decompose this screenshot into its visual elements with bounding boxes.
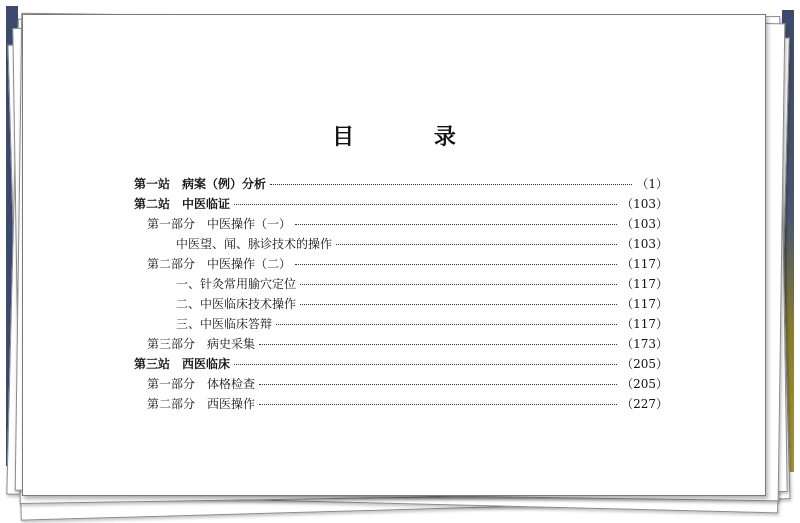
- toc-entry[interactable]: [134, 395, 668, 415]
- toc-entry[interactable]: [134, 295, 668, 315]
- dot-leader: [234, 204, 617, 205]
- toc-entry-page: （117）: [621, 277, 668, 291]
- toc-entry-label: 第二部分 西医操作: [147, 397, 256, 411]
- dot-leader: [300, 304, 617, 305]
- dot-leader: [276, 324, 617, 325]
- page-title: 目 录: [332, 125, 492, 150]
- table-of-contents: [134, 175, 668, 415]
- toc-entry-page: （117）: [621, 297, 668, 311]
- toc-entry[interactable]: [134, 175, 668, 195]
- toc-entry[interactable]: [134, 235, 668, 255]
- dot-leader: [300, 284, 617, 285]
- toc-entry-page: （1）: [636, 177, 668, 191]
- toc-entry-page: （117）: [621, 317, 668, 331]
- dot-leader: [295, 224, 617, 225]
- toc-entry-label: 第三部分 病史采集: [147, 337, 256, 351]
- toc-entry-label: 一、针灸常用腧穴定位: [176, 277, 297, 291]
- toc-entry-page: （103）: [621, 217, 668, 231]
- toc-entry-label: 第三站 西医临床: [134, 357, 231, 371]
- toc-entry[interactable]: [134, 275, 668, 295]
- toc-entry-page: （173）: [621, 337, 668, 351]
- toc-entry-label: 第一部分 体格检查: [147, 377, 256, 391]
- toc-entry-label: 第一站 病案（例）分析: [134, 177, 267, 191]
- dot-leader: [295, 264, 617, 265]
- toc-entry-label: 第二站 中医临证: [134, 197, 231, 211]
- toc-entry-page: （103）: [621, 237, 668, 251]
- dot-leader: [259, 404, 617, 405]
- toc-entry-page: （205）: [621, 357, 668, 371]
- dot-leader: [270, 184, 632, 185]
- toc-entry[interactable]: [134, 215, 668, 235]
- toc-page: [22, 14, 766, 496]
- toc-entry-page: （103）: [621, 197, 668, 211]
- toc-entry-page: （205）: [621, 377, 668, 391]
- toc-entry[interactable]: [134, 335, 668, 355]
- dot-leader: [259, 344, 617, 345]
- toc-entry[interactable]: [134, 255, 668, 275]
- toc-entry[interactable]: [134, 355, 668, 375]
- toc-entry-page: （117）: [621, 257, 668, 271]
- dot-leader: [336, 244, 617, 245]
- toc-entry-label: 中医望、闻、脉诊技术的操作: [176, 237, 333, 251]
- toc-entry-label: 三、中医临床答辩: [176, 317, 273, 331]
- toc-entry[interactable]: [134, 195, 668, 215]
- toc-entry[interactable]: [134, 375, 668, 395]
- toc-entry[interactable]: [134, 315, 668, 335]
- toc-entry-label: 二、中医临床技术操作: [176, 297, 297, 311]
- dot-leader: [234, 364, 617, 365]
- toc-entry-page: （227）: [621, 397, 668, 411]
- dot-leader: [259, 384, 617, 385]
- toc-entry-label: 第二部分 中医操作（二）: [147, 257, 292, 271]
- toc-entry-label: 第一部分 中医操作（一）: [147, 217, 292, 231]
